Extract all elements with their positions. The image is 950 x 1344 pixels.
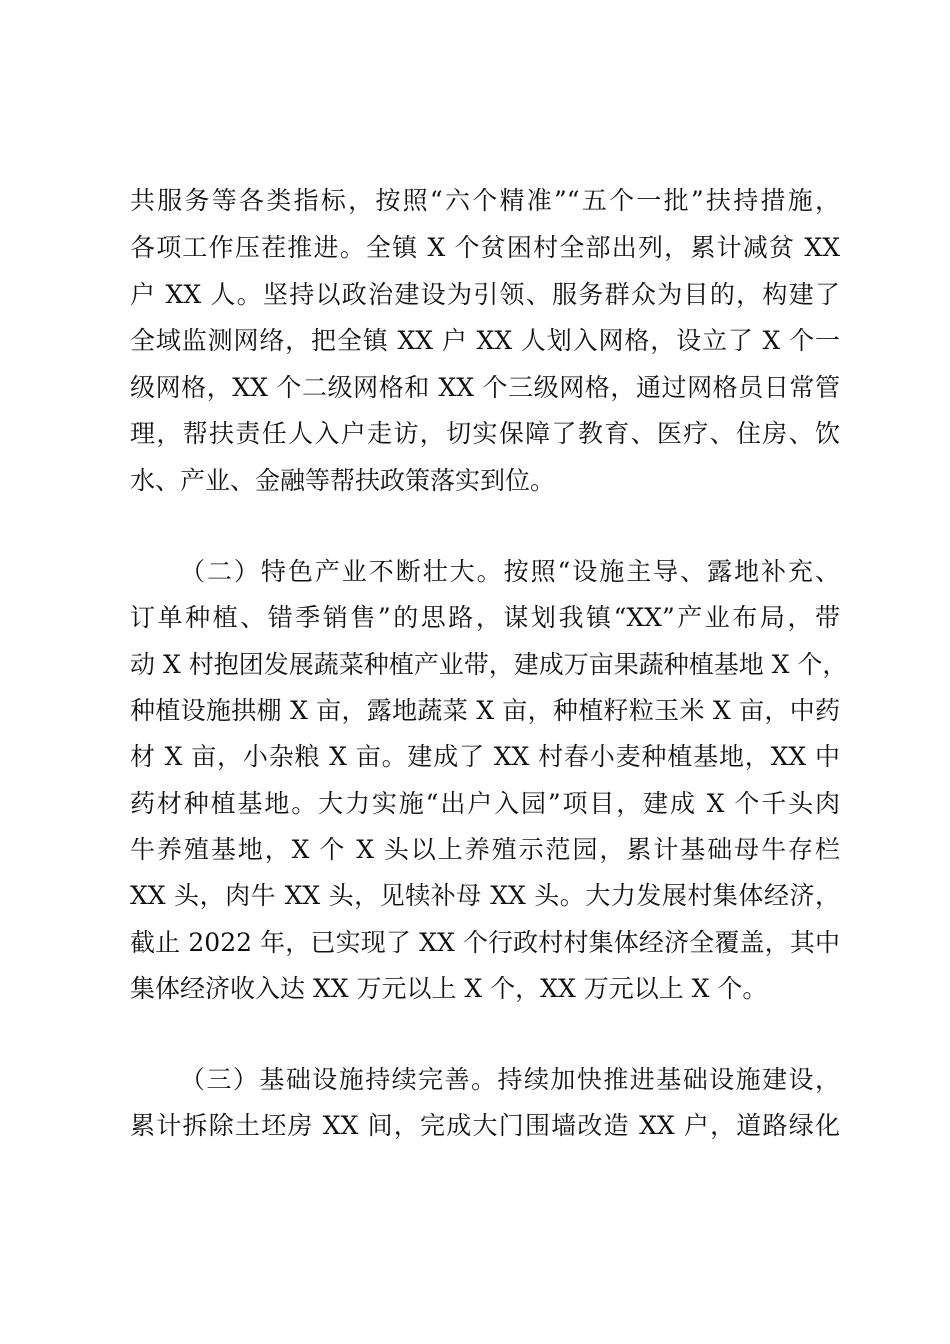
paragraph-2-line-6: 药材种植基地。大力实施“出户入园”项目，建成 X 个千头肉 (130, 789, 840, 818)
paragraph-1-line-7: 水、产业、金融等帮扶政策落实到位。 (130, 466, 556, 495)
paragraph-2-line-9: 截止 2022 年，已实现了 XX 个行政村村集体经济全覆盖，其中 (130, 928, 840, 957)
paragraph-1-line-1: 共服务等各类指标，按照“六个精准”“五个一批”扶持措施， (130, 186, 840, 215)
paragraph-1-line-5: 级网格，XX 个二级网格和 XX 个三级网格，通过网格员日常管 (130, 373, 840, 402)
paragraph-3-line-2: 累计拆除土坯房 XX 间，完成大门围墙改造 XX 户，道路绿化 (130, 1111, 840, 1140)
paragraph-2-line-2: 订单种植、错季销售”的思路，谋划我镇“XX”产业布局，带 (130, 603, 840, 632)
paragraph-1-line-4: 全域监测网络，把全镇 XX 户 XX 人划入网格，设立了 X 个一 (130, 326, 840, 355)
paragraph-2-line-7: 牛养殖基地，X 个 X 头以上养殖示范园，累计基础母牛存栏 (130, 835, 840, 864)
paragraph-2-line-8: XX 头，肉牛 XX 头，见犊补母 XX 头。大力发展村集体经济， (130, 881, 840, 910)
paragraph-1-line-2: 各项工作压茬推进。全镇 X 个贫困村全部出列，累计减贫 XX (130, 233, 840, 262)
paragraph-2-line-4: 种植设施拱棚 X 亩，露地蔬菜 X 亩，种植籽粒玉米 X 亩，中药 (130, 696, 840, 725)
paragraph-1-line-6: 理，帮扶责任人入户走访，切实保障了教育、医疗、住房、饮 (130, 419, 840, 448)
paragraph-2-line-1: （二）特色产业不断壮大。按照“设施主导、露地补充、 (180, 557, 840, 586)
paragraph-1-line-3: 户 XX 人。坚持以政治建设为引领、服务群众为目的，构建了 (130, 280, 840, 309)
paragraph-2-line-3: 动 X 村抱团发展蔬菜种植产业带，建成万亩果蔬种植基地 X 个， (130, 650, 848, 679)
paragraph-3-line-1: （三）基础设施持续完善。持续加快推进基础设施建设， (180, 1065, 840, 1094)
paragraph-2-line-10: 集体经济收入达 XX 万元以上 X 个，XX 万元以上 X 个。 (130, 974, 768, 1003)
paragraph-2-line-5: 材 X 亩，小杂粮 X 亩。建成了 XX 村春小麦种植基地，XX 中 (130, 742, 840, 771)
